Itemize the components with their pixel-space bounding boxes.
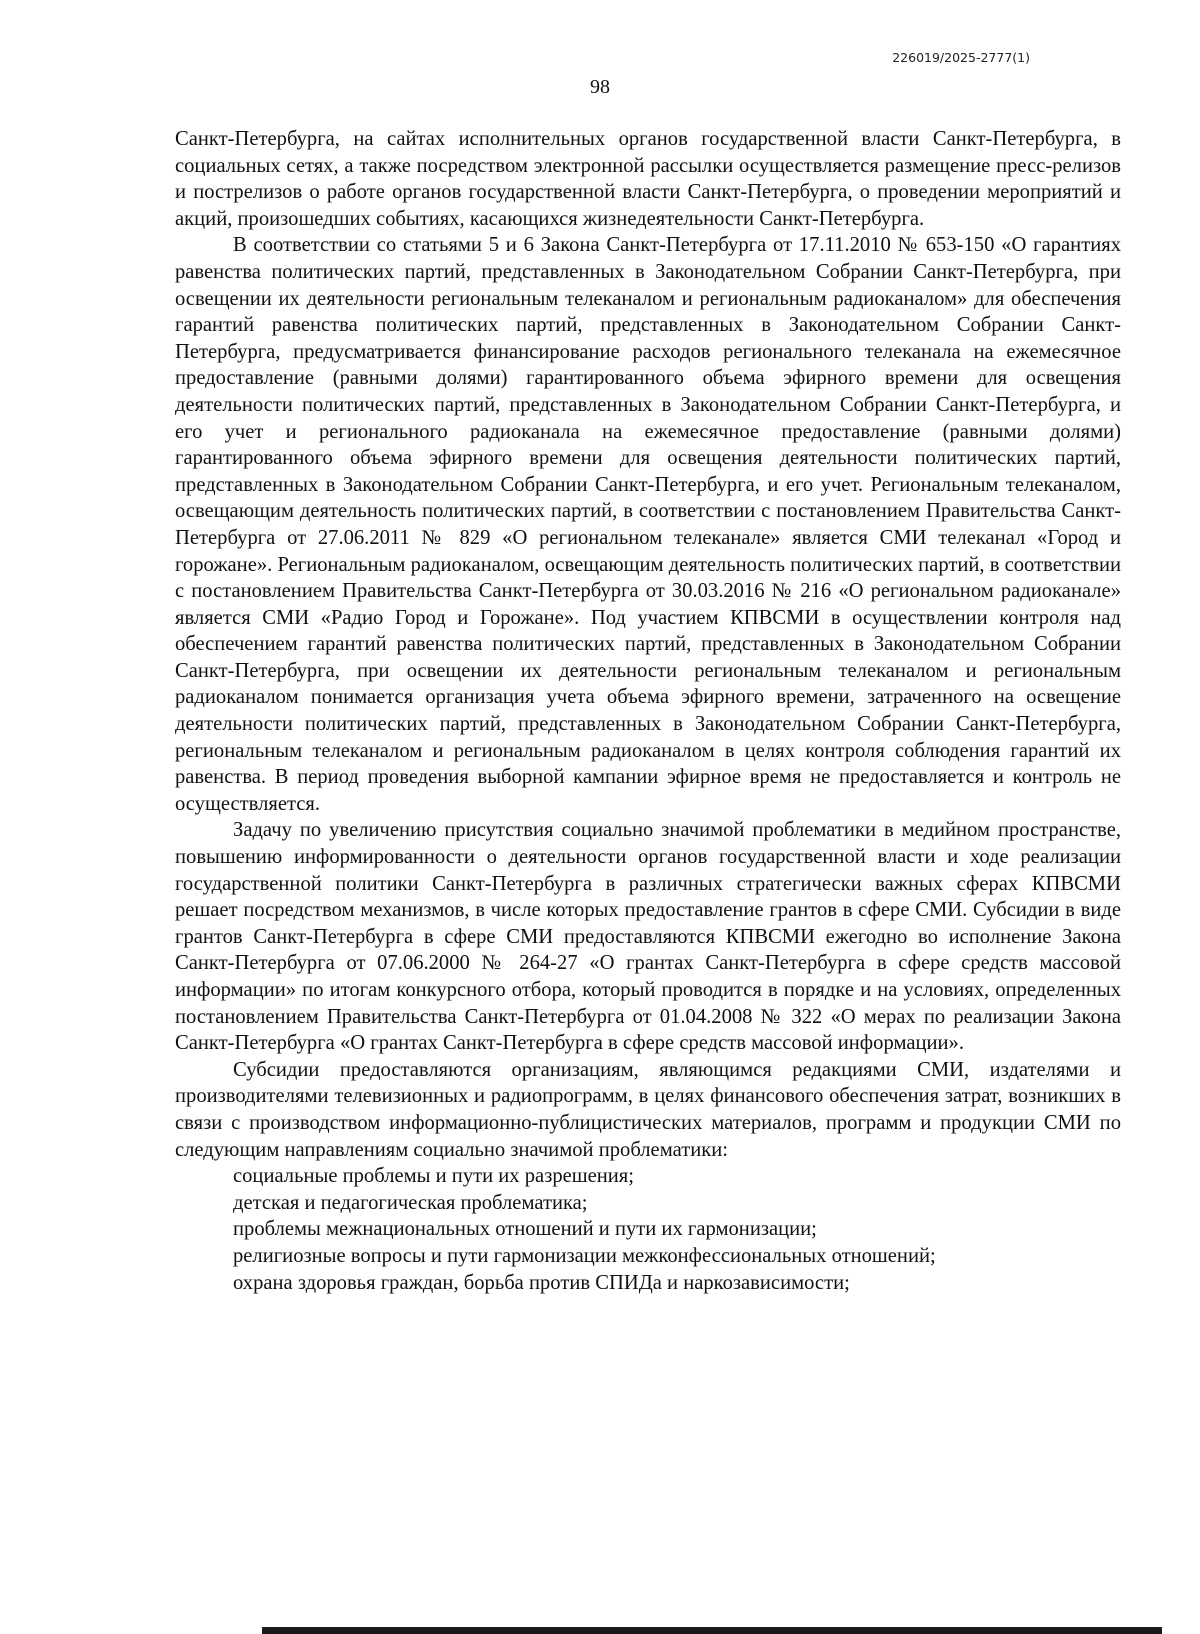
list-item: социальные проблемы и пути их разрешения; (233, 1165, 634, 1188)
topic-list (175, 1163, 1121, 1296)
list-item: проблемы межнациональных отношений и пути их гармонизации; (233, 1218, 817, 1241)
paragraph: Задачу по увеличению присутствия социально значимой проблематики в медийном пространстве, повышению информированности о деятельности органов государственной власти и ходе реализации государственной политики Санкт-Петербурга в различных стратегически важных сферах КПВСМИ решает посредством механизмов, в числе которых предоставление грантов в сфере СМИ. Субсидии в виде грантов Санкт-Петербурга в сфере СМИ предоставляются КПВСМИ ежегодно во исполнение Закона Санкт-Петербурга от 07.06.2000 № 264-27 «О грантах Санкт-Петербурга в сфере средств массовой информации» по итогам конкурсного отбора, который проводится в порядке и на условиях, определенных постановлением Правительства Санкт-Петербурга от 01.04.2008 № 322 «О мерах по реализации Закона Санкт-Петербурга «О грантах Санкт-Петербурга в сфере средств массовой информации». (175, 819, 1121, 1055)
list-item: охрана здоровья граждан, борьба против СПИДа и наркозависимости; (233, 1271, 850, 1294)
scan-edge-bar (262, 1627, 1162, 1634)
document-id: 226019/2025-2777(1) (892, 50, 1030, 65)
paragraph: В соответствии со статьями 5 и 6 Закона Санкт-Петербурга от 17.11.2010 № 653-150 «О гарантиях равенства политических партий, представленных в Законодательном Собрании Санкт-Петербурга, при освещении их деятельности региональным телеканалом и региональным радиоканалом» для обеспечения гарантий равенства политических партий, представленных в Законодательном Собрании Санкт-Петербурга, предусматривается финансирование расходов регионального телеканала на ежемесячное предоставление (равными долями) гарантированного объема эфирного времени для освещения деятельности политических партий, представленных в Законодательном Собрании Санкт-Петербурга, и его учет и регионального радиоканала на ежемесячное предоставление (равными долями) гарантированного объема эфирного времени для освещения деятельности политических партий, представленных в Законодательном Собрании Санкт-Петербурга, и его учет. Региональным телеканалом, освещающим деятельность политических партий, в соответствии с постановлением Правительства Санкт-Петербурга от 27.06.2011 № 829 «О региональном телеканале» является СМИ телеканал «Город и горожане». Региональным радиоканалом, освещающим деятельность политических партий, в соответствии с постановлением Правительства Санкт-Петербурга от 30.03.2016 № 216 «О региональном радиоканале» является СМИ «Радио Город и Горожане». Под участием КПВСМИ в осуществлении контроля над обеспечением гарантий равенства политических партий, представленных в Законодательном Собрании Санкт-Петербурга, при освещении их деятельности региональным телеканалом и региональным радиоканалом понимается организация учета объема эфирного времени, затраченного на освещение деятельности политических партий, представленных в Законодательном Собрании Санкт-Петербурга, региональным телеканалом и региональным радиоканалом в целях контроля соблюдения гарантий их равенства. В период проведения выборной кампании эфирное время не предоставляется и контроль не осуществляется. (175, 234, 1121, 815)
paragraph: Санкт-Петербурга, на сайтах исполнительных органов государственной власти Санкт-Петербурга, в социальных сетях, а также посредством электронной рассылки осуществляется размещение пресс-релизов и пострелизов о работе органов государственной власти Санкт-Петербурга, о проведении мероприятий и акций, произошедших событиях, касающихся жизнедеятельности Санкт-Петербурга. (175, 128, 1121, 230)
list-item: религиозные вопросы и пути гармонизации межконфессиональных отношений; (233, 1244, 936, 1267)
list-item: детская и педагогическая проблематика; (233, 1191, 588, 1214)
page-number: 98 (590, 76, 610, 98)
paragraph: Субсидии предоставляются организациям, являющимся редакциями СМИ, издателями и производителями телевизионных и радиопрограмм, в целях финансового обеспечения затрат, возникших в связи с производством информационно-публицистических материалов, программ и продукции СМИ по следующим направлениям социально значимой проблематики: (175, 1058, 1121, 1161)
document-body (175, 126, 1121, 1296)
